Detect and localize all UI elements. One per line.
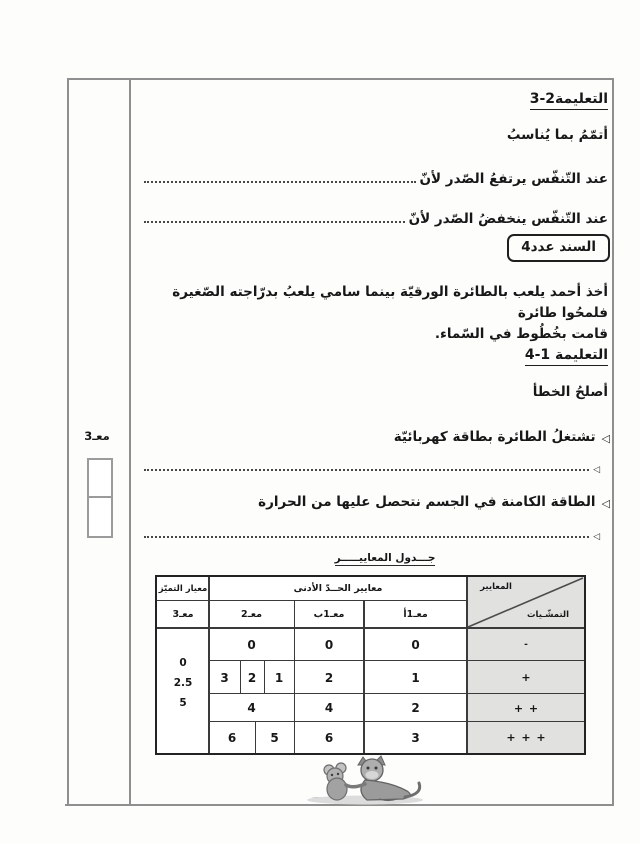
error-item-2-text: الطاقة الكامنة في الجسم نتحصل عليها من الحرارة (258, 494, 596, 510)
corner-procedures-label: التمشّـيات (526, 610, 570, 620)
fill-line-2-dotted-rule (144, 221, 405, 223)
row-label-cell: + + + (506, 731, 547, 744)
row-label-cell: - (524, 639, 529, 650)
score-cell: 2 (411, 701, 420, 715)
excellence-value: 5 (179, 696, 187, 709)
score-cell: 0 (247, 637, 256, 652)
score-box-top-cell (89, 460, 111, 498)
row-label-cell: + + (513, 701, 540, 715)
score-cell: 2 (247, 670, 257, 685)
fill-line-2-text: عند التّنفّس ينخفضُ الصّدر لأنّ (408, 211, 608, 227)
score-cell: 1 (411, 670, 420, 685)
criterion-2-subheader-cell: معـ2 (240, 608, 263, 620)
frame-right-rule (612, 78, 614, 806)
score-cell: 6 (227, 730, 237, 745)
excellence-values-cell (157, 628, 209, 753)
triangle-bullet-icon: ◁ (601, 496, 610, 510)
frame-margin-rule (129, 78, 131, 806)
answer-line-2-dotted-rule (144, 536, 589, 538)
frame-top-rule (67, 78, 613, 80)
score-cell: 3 (220, 670, 229, 685)
excellence-subheader-cell: معـ3 (172, 608, 194, 620)
instruction-2-3-title: التعليمة2-3 (530, 91, 608, 110)
fill-line-1-dotted-rule (144, 181, 416, 183)
excellence-value: 2.5 (173, 676, 193, 689)
frame-left-rule (67, 78, 69, 806)
complete-prompt: أتمّمُ بما يُناسبُ (506, 127, 608, 143)
triangle-bullet-icon: ◁ (593, 532, 600, 542)
score-cell: 4 (324, 701, 334, 715)
score-cell: 0 (324, 637, 334, 652)
support-4-text (142, 282, 608, 345)
score-cell: 4 (247, 701, 256, 715)
fill-line-1-text: عند التّنفّس يرتفعُ الصّدر لأنّ (419, 171, 608, 187)
score-cell: 5 (270, 730, 279, 745)
margin-criterion-label: معـ3 (84, 429, 110, 443)
instruction-2-3-heading (530, 91, 608, 107)
margin-score-box (87, 458, 113, 538)
error-item-1-text: تشتغلُ الطائرة بطاقة كهربائيّة (393, 429, 596, 445)
criterion-1a-subheader-cell: معـ1أ (403, 608, 428, 620)
fill-line-2 (142, 201, 608, 227)
criteria-table-caption-text: جـــدول المعاييـــــر (334, 552, 436, 564)
answer-line-1 (142, 457, 600, 475)
row-label-cell: + (521, 671, 532, 684)
score-cell: 1 (274, 670, 284, 685)
corner-criteria-label: المعايير (480, 582, 512, 592)
criterion-1b-subheader-cell: معـ1ب (313, 608, 345, 620)
support-4-text-line-2: قامت بخُطُوط في السّماء. (434, 326, 608, 342)
triangle-bullet-icon: ◁ (601, 431, 610, 445)
fill-line-1 (142, 161, 608, 187)
criteria-table-caption (310, 552, 460, 564)
score-cell: 3 (411, 730, 420, 745)
criteria-table (155, 575, 586, 755)
answer-line-2 (142, 524, 600, 542)
support-4-text-line-1: أخذ أحمد يلعب بالطائرة الورقيّة بينما سامي يلعبُ بدرّاجته الصّغيرة فلمحُوا طائرة (172, 284, 608, 321)
answer-line-1-dotted-rule (144, 469, 589, 471)
score-cell: 2 (324, 670, 334, 685)
triangle-bullet-icon: ◁ (593, 465, 600, 475)
fix-error-prompt: أصلحُ الخطأ (532, 384, 608, 400)
error-item-1 (394, 429, 610, 445)
score-cell: 0 (411, 637, 420, 652)
support-4-box: السند عدد4 (507, 234, 610, 262)
excellence-value: 0 (179, 656, 187, 669)
error-item-2 (258, 494, 610, 510)
instruction-4-1-heading (525, 347, 608, 363)
excellence-header-cell: معيار التميّز (158, 583, 208, 594)
tom-and-jerry-cartoon (293, 754, 433, 806)
min-criteria-header-cell: معايير الحــدّ الأدنى (293, 583, 383, 594)
instruction-4-1-title: التعليمة 1-4 (525, 347, 608, 366)
score-cell: 6 (324, 730, 334, 745)
